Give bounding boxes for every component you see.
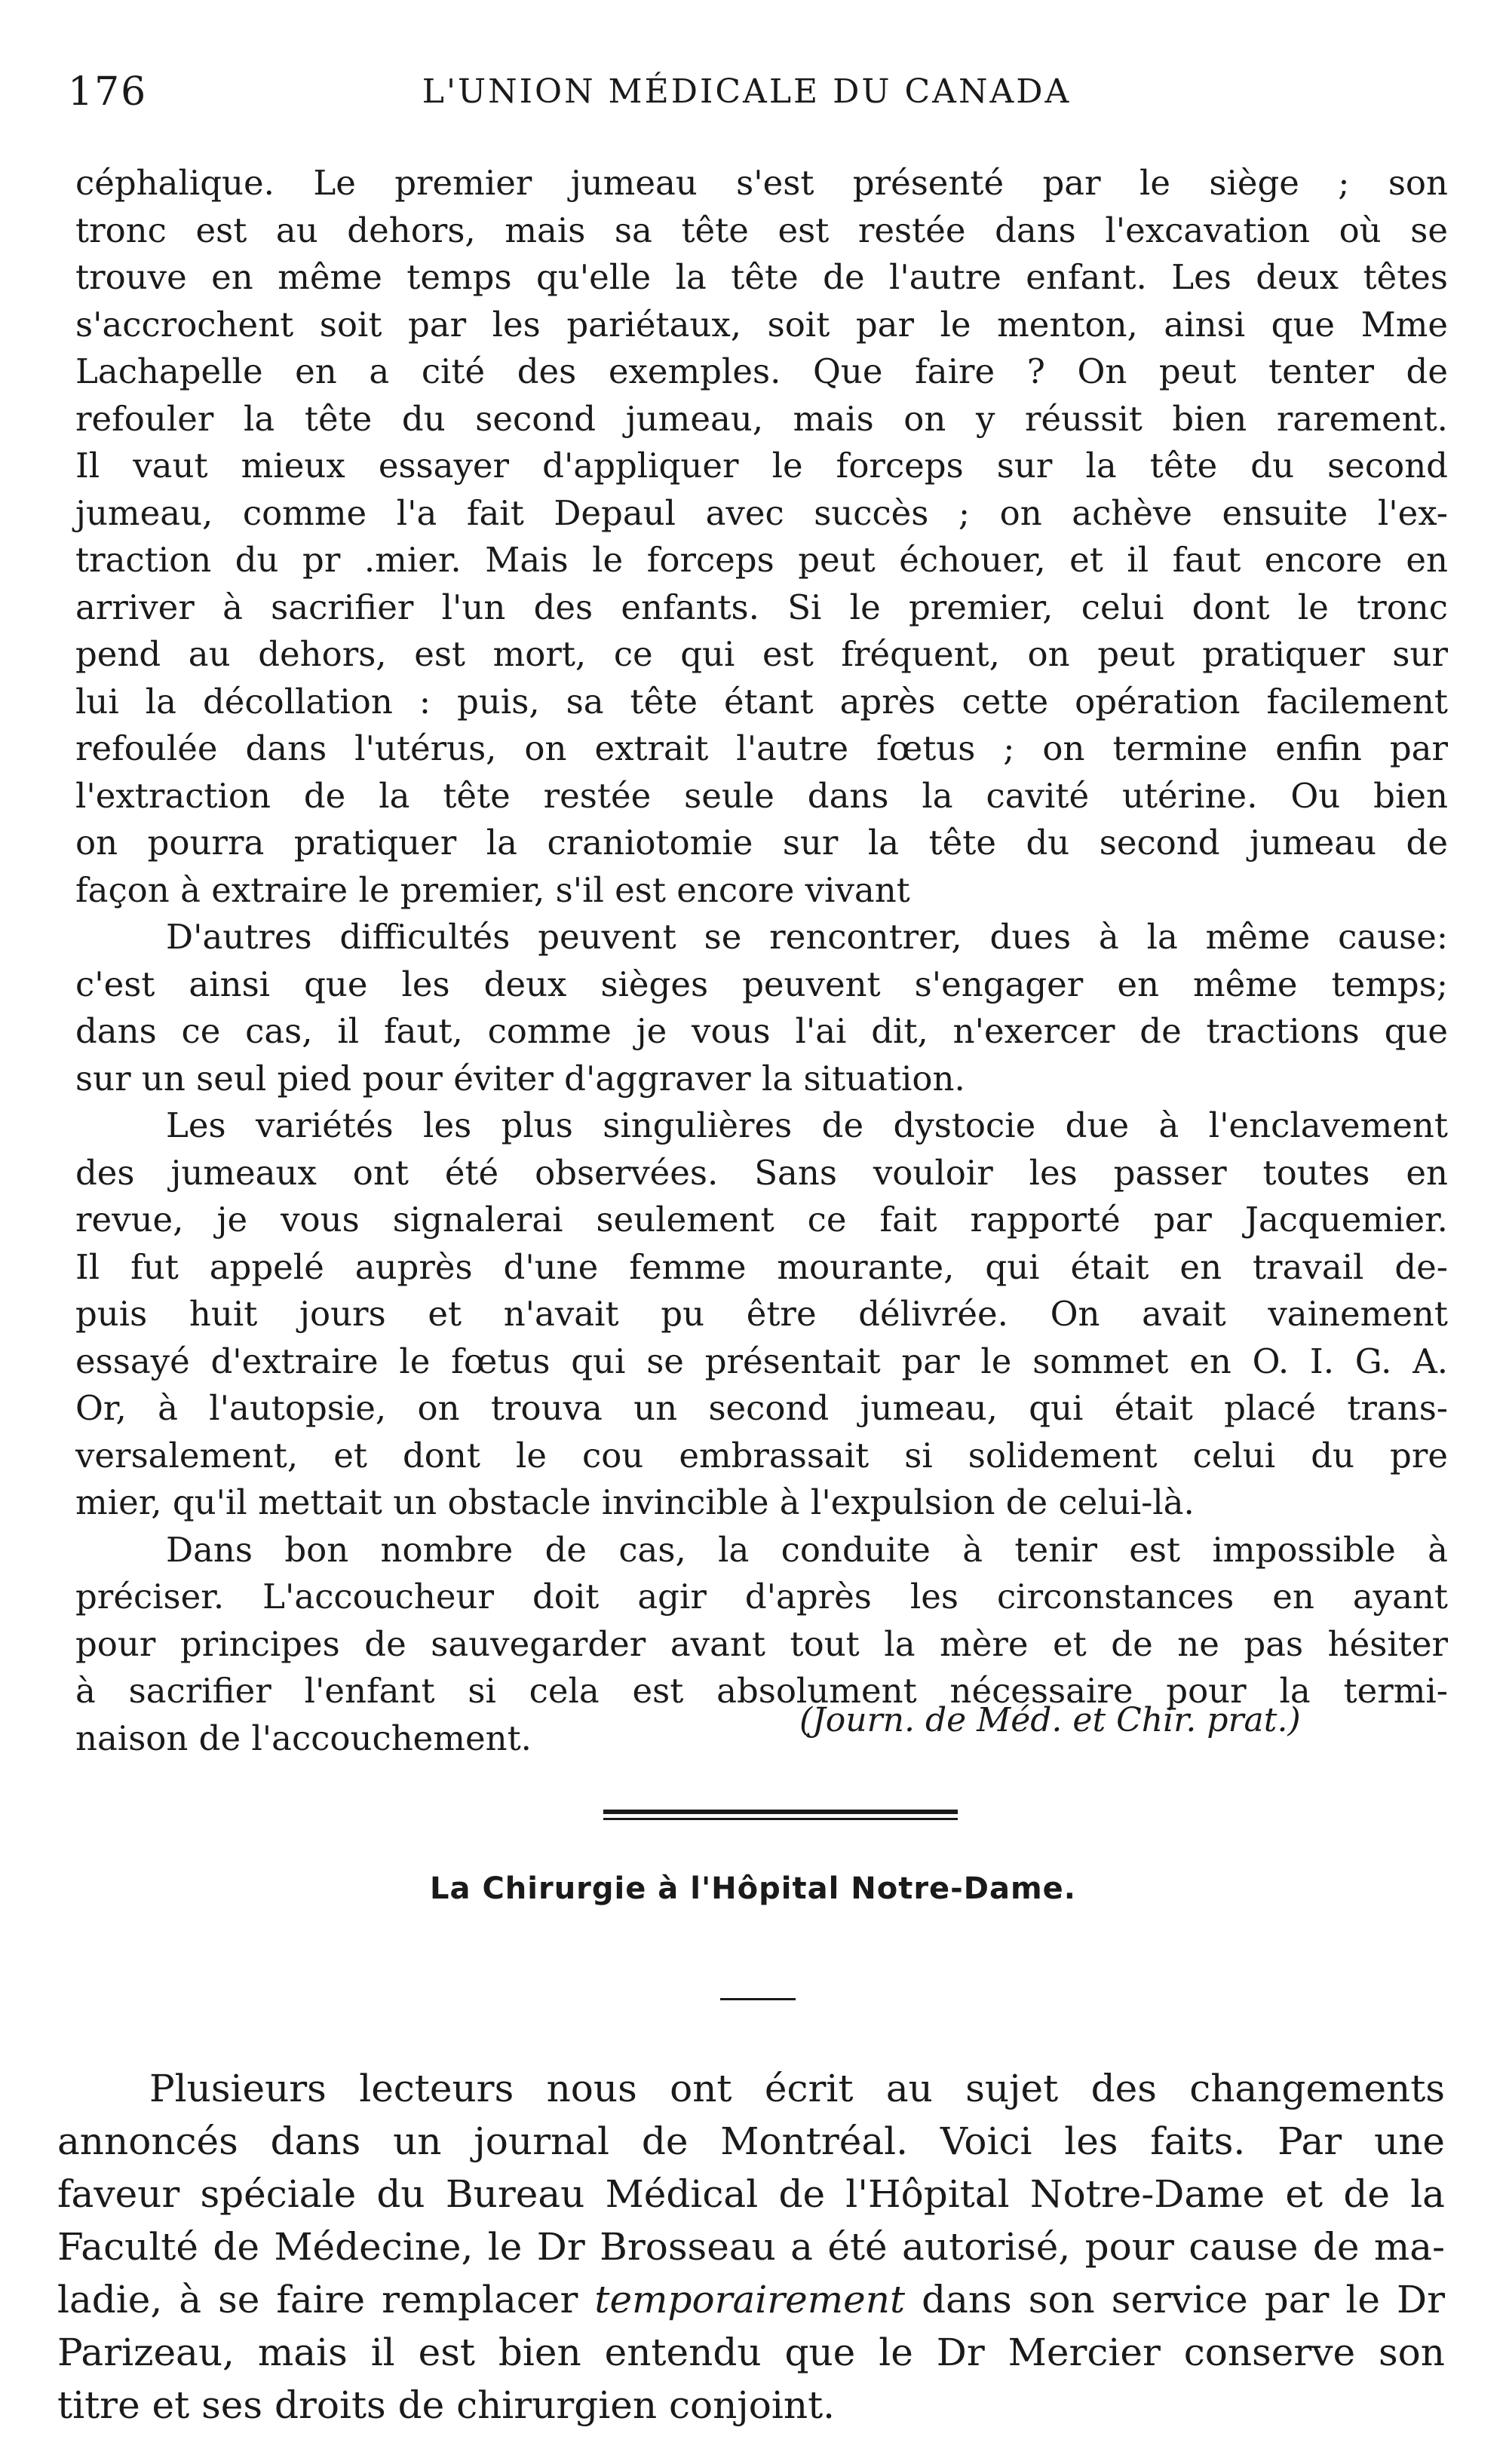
text-line: titre et ses droits de chirurgien conjoint. <box>57 2383 836 2427</box>
citation: (Journ. de Méd. et Chir. prat.) <box>799 1701 1301 1739</box>
text-line: refouler la tête du second jumeau, mais on y réussit bien rarement. <box>75 398 1448 439</box>
text-line: mier, qu'il mettait un obstacle invincible à l'expulsion de celui-là. <box>75 1482 1195 1522</box>
emphasis-text: temporairement <box>594 2278 906 2321</box>
text-line: on pourra pratiquer la craniotomie sur la tête du second jumeau de <box>75 823 1448 863</box>
text-line: à sacrifier l'enfant si cela est absolument nécessaire pour la termi- <box>75 1671 1448 1711</box>
text-line: faveur spéciale du Bureau Médical de l'Hôpital Notre-Dame et de la <box>57 2172 1445 2216</box>
text-line: D'autres difficultés peuvent se rencontrer, dues à la même cause: <box>166 917 1448 957</box>
text-line: refoulée dans l'utérus, on extrait l'autre fœtus ; on termine enfin par <box>75 728 1448 768</box>
text-line: Faculté de Médecine, le Dr Brosseau a été autorisé, pour cause de ma- <box>57 2225 1445 2269</box>
text-line: pend au dehors, est mort, ce qui est fréquent, on peut pratiquer sur <box>75 634 1448 674</box>
text-line: céphalique. Le premier jumeau s'est présenté par le siège ; son <box>75 163 1448 203</box>
text-line: tronc est au dehors, mais sa tête est restée dans l'excavation où se <box>75 210 1448 250</box>
title-rule <box>720 1998 796 2000</box>
text-line: préciser. L'accoucheur doit agir d'après les circonstances en ayant <box>75 1577 1448 1617</box>
text-line: trouve en même temps qu'elle la tête de l'autre enfant. Les deux têtes <box>75 257 1448 297</box>
text-line: Il vaut mieux essayer d'appliquer le forceps sur la tête du second <box>75 446 1448 486</box>
text-line: essayé d'extraire le fœtus qui se présentait par le sommet en O. I. G. A. <box>75 1341 1448 1381</box>
article-body <box>75 160 1448 1762</box>
page-number: 176 <box>68 69 148 115</box>
text-line: naison de l'accouchement. <box>75 1718 532 1758</box>
text-line: revue, je vous signalerai seulement ce fait rapporté par Jacquemier. <box>75 1200 1448 1240</box>
text-line: Plusieurs lecteurs nous ont écrit au sujet des changements <box>149 2067 1445 2110</box>
text-line: annoncés dans un journal de Montréal. Voici les faits. Par une <box>57 2119 1445 2163</box>
text-line: s'accrochent soit par les pariétaux, soit par le menton, ainsi que Mme <box>75 304 1448 345</box>
text-line: Parizeau, mais il est bien entendu que le Dr Mercier conserve son <box>57 2331 1445 2374</box>
text-segment: ladie, à se faire remplacer <box>57 2278 595 2321</box>
text-line: Les variétés les plus singulières de dystocie due à l'enclavement <box>166 1105 1448 1145</box>
text-line: arriver à sacrifier l'un des enfants. Si le premier, celui dont le tronc <box>75 587 1448 627</box>
running-header <box>68 69 1425 130</box>
journal-title: L'UNION MÉDICALE DU CANADA <box>422 72 1072 111</box>
text-line: Lachapelle en a cité des exemples. Que faire ? On peut tenter de <box>75 351 1448 391</box>
text-line: puis huit jours et n'avait pu être délivrée. On avait vainement <box>75 1294 1448 1334</box>
text-line: traction du pr .mier. Mais le forceps peut échouer, et il faut encore en <box>75 540 1448 580</box>
article-2-body <box>57 2062 1445 2432</box>
text-line: l'extraction de la tête restée seule dans la cavité utérine. Ou bien <box>75 775 1448 816</box>
text-line: sur un seul pied pour éviter d'aggraver la situation. <box>75 1058 965 1099</box>
text-line: pour principes de sauvegarder avant tout la mère et de ne pas hésiter <box>75 1623 1448 1664</box>
text-line <box>57 2273 1445 2326</box>
section-divider <box>603 1810 958 1820</box>
text-line: des jumeaux ont été observées. Sans vouloir les passer toutes en <box>75 1152 1448 1193</box>
section-title: La Chirurgie à l'Hôpital Notre-Dame. <box>430 1871 1076 1906</box>
text-line: versalement, et dont le cou embrassait si solidement celui du pre <box>75 1435 1448 1476</box>
text-line: jumeau, comme l'a fait Depaul avec succès ; on achève ensuite l'ex- <box>75 492 1448 533</box>
text-line: façon à extraire le premier, s'il est encore vivant <box>75 869 910 910</box>
text-line: dans ce cas, il faut, comme je vous l'ai dit, n'exercer de tractions que <box>75 1011 1448 1051</box>
text-line: Il fut appelé auprès d'une femme mourante, qui était en travail de- <box>75 1246 1448 1287</box>
text-line: Or, à l'autopsie, on trouva un second jumeau, qui était placé trans- <box>75 1388 1448 1428</box>
text-line: lui la décollation : puis, sa tête étant après cette opération facilement <box>75 681 1448 722</box>
text-line: c'est ainsi que les deux sièges peuvent s'engager en même temps; <box>75 964 1448 1004</box>
text-line: Dans bon nombre de cas, la conduite à tenir est impossible à <box>166 1529 1448 1570</box>
text-segment: dans son service par le Dr <box>905 2278 1445 2321</box>
